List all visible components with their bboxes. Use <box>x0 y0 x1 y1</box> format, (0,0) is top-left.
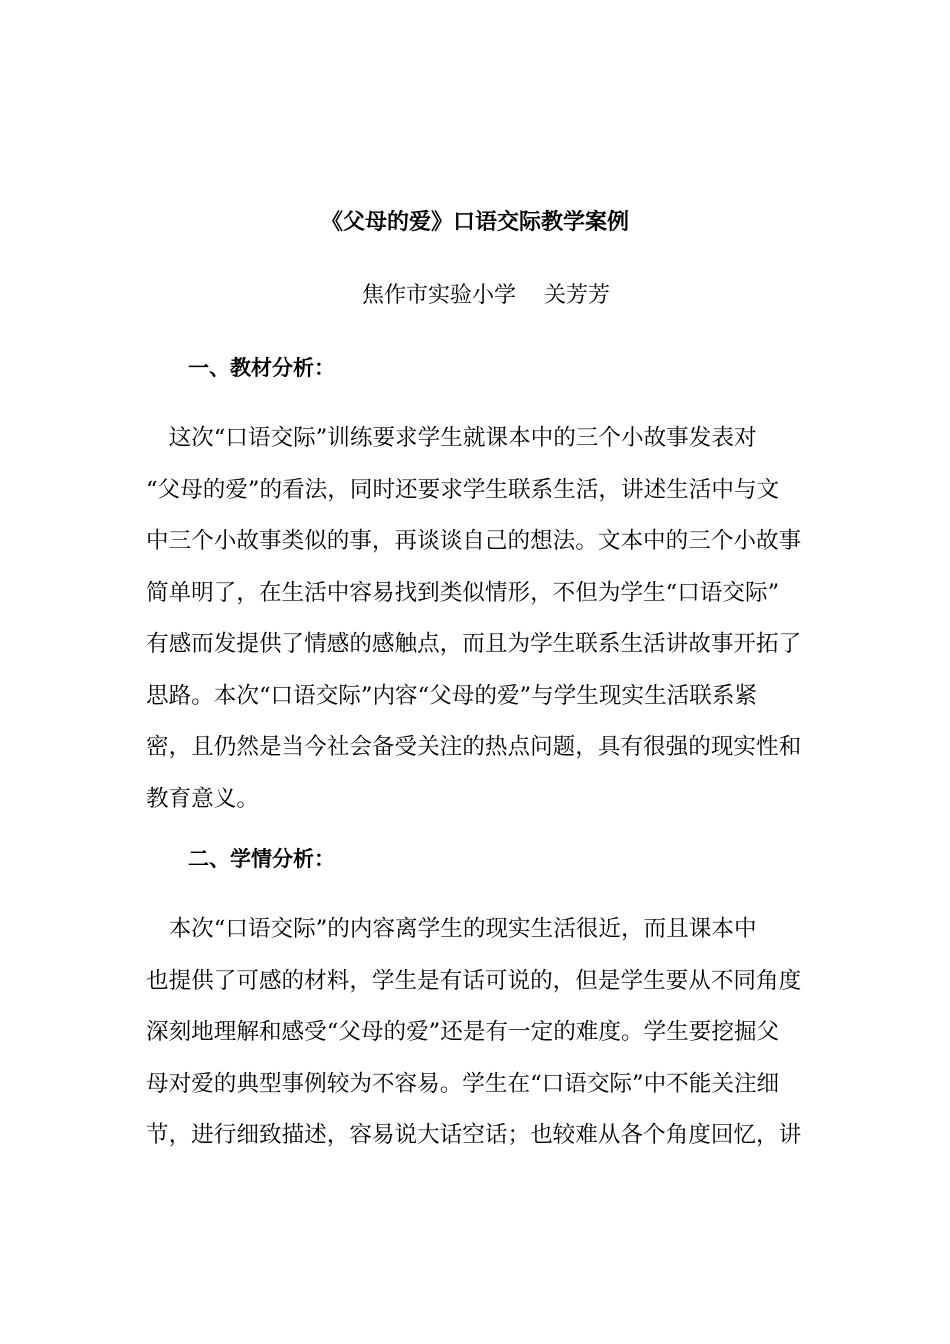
paragraph-line: 简单明了，在生活中容易找到类似情形，不但为学生“口语交际” <box>146 579 780 606</box>
section-heading-student-analysis: 二、学情分析： <box>188 846 335 871</box>
paragraph-line: 有感而发提供了情感的感触点，而且为学生联系生活讲故事开拓了 <box>146 631 802 657</box>
paragraph-line: 也提供了可感的材料，学生是有话可说的，但是学生要从不同角度 <box>146 967 802 994</box>
paragraph-line: 教育意义。 <box>146 785 259 812</box>
byline <box>362 280 610 312</box>
document-title: 《父母的爱》口语交际教学案例 <box>320 209 629 235</box>
paragraph-line: “父母的爱”的看法，同时还要求学生联系生活，讲述生活中与文 <box>146 476 780 503</box>
paragraph-line: 思路。本次“口语交际”内容“父母的爱”与学生现实生活联系紧 <box>146 682 758 709</box>
paragraph-line: 深刻地理解和感受“父母的爱”还是有一定的难度。学生要挖掘父 <box>146 1019 780 1045</box>
school-name: 焦作市实验小学 <box>362 283 517 308</box>
section-paragraph-textbook-analysis <box>146 413 806 825</box>
paragraph-line: 节，进行细致描述，容易说大话空话；也较难从各个角度回忆，讲 <box>146 1122 802 1148</box>
paragraph-line: 这次“口语交际”训练要求学生就课本中的三个小故事发表对 <box>146 425 757 451</box>
section-paragraph-student-analysis <box>146 904 806 1162</box>
author-name: 关芳芳 <box>544 283 611 308</box>
section-heading-textbook-analysis: 一、教材分析： <box>188 355 335 380</box>
paragraph-line: 密，且仍然是当今社会备受关注的热点问题，具有很强的现实性和 <box>146 734 802 760</box>
paragraph-line: 母对爱的典型事例较为不容易。学生在“口语交际”中不能关注细 <box>146 1070 780 1097</box>
paragraph-line: 本次“口语交际”的内容离学生的现实生活很近，而且课本中 <box>146 916 757 942</box>
paragraph-line: 中三个小故事类似的事，再谈谈自己的想法。文本中的三个小故事 <box>146 528 802 554</box>
